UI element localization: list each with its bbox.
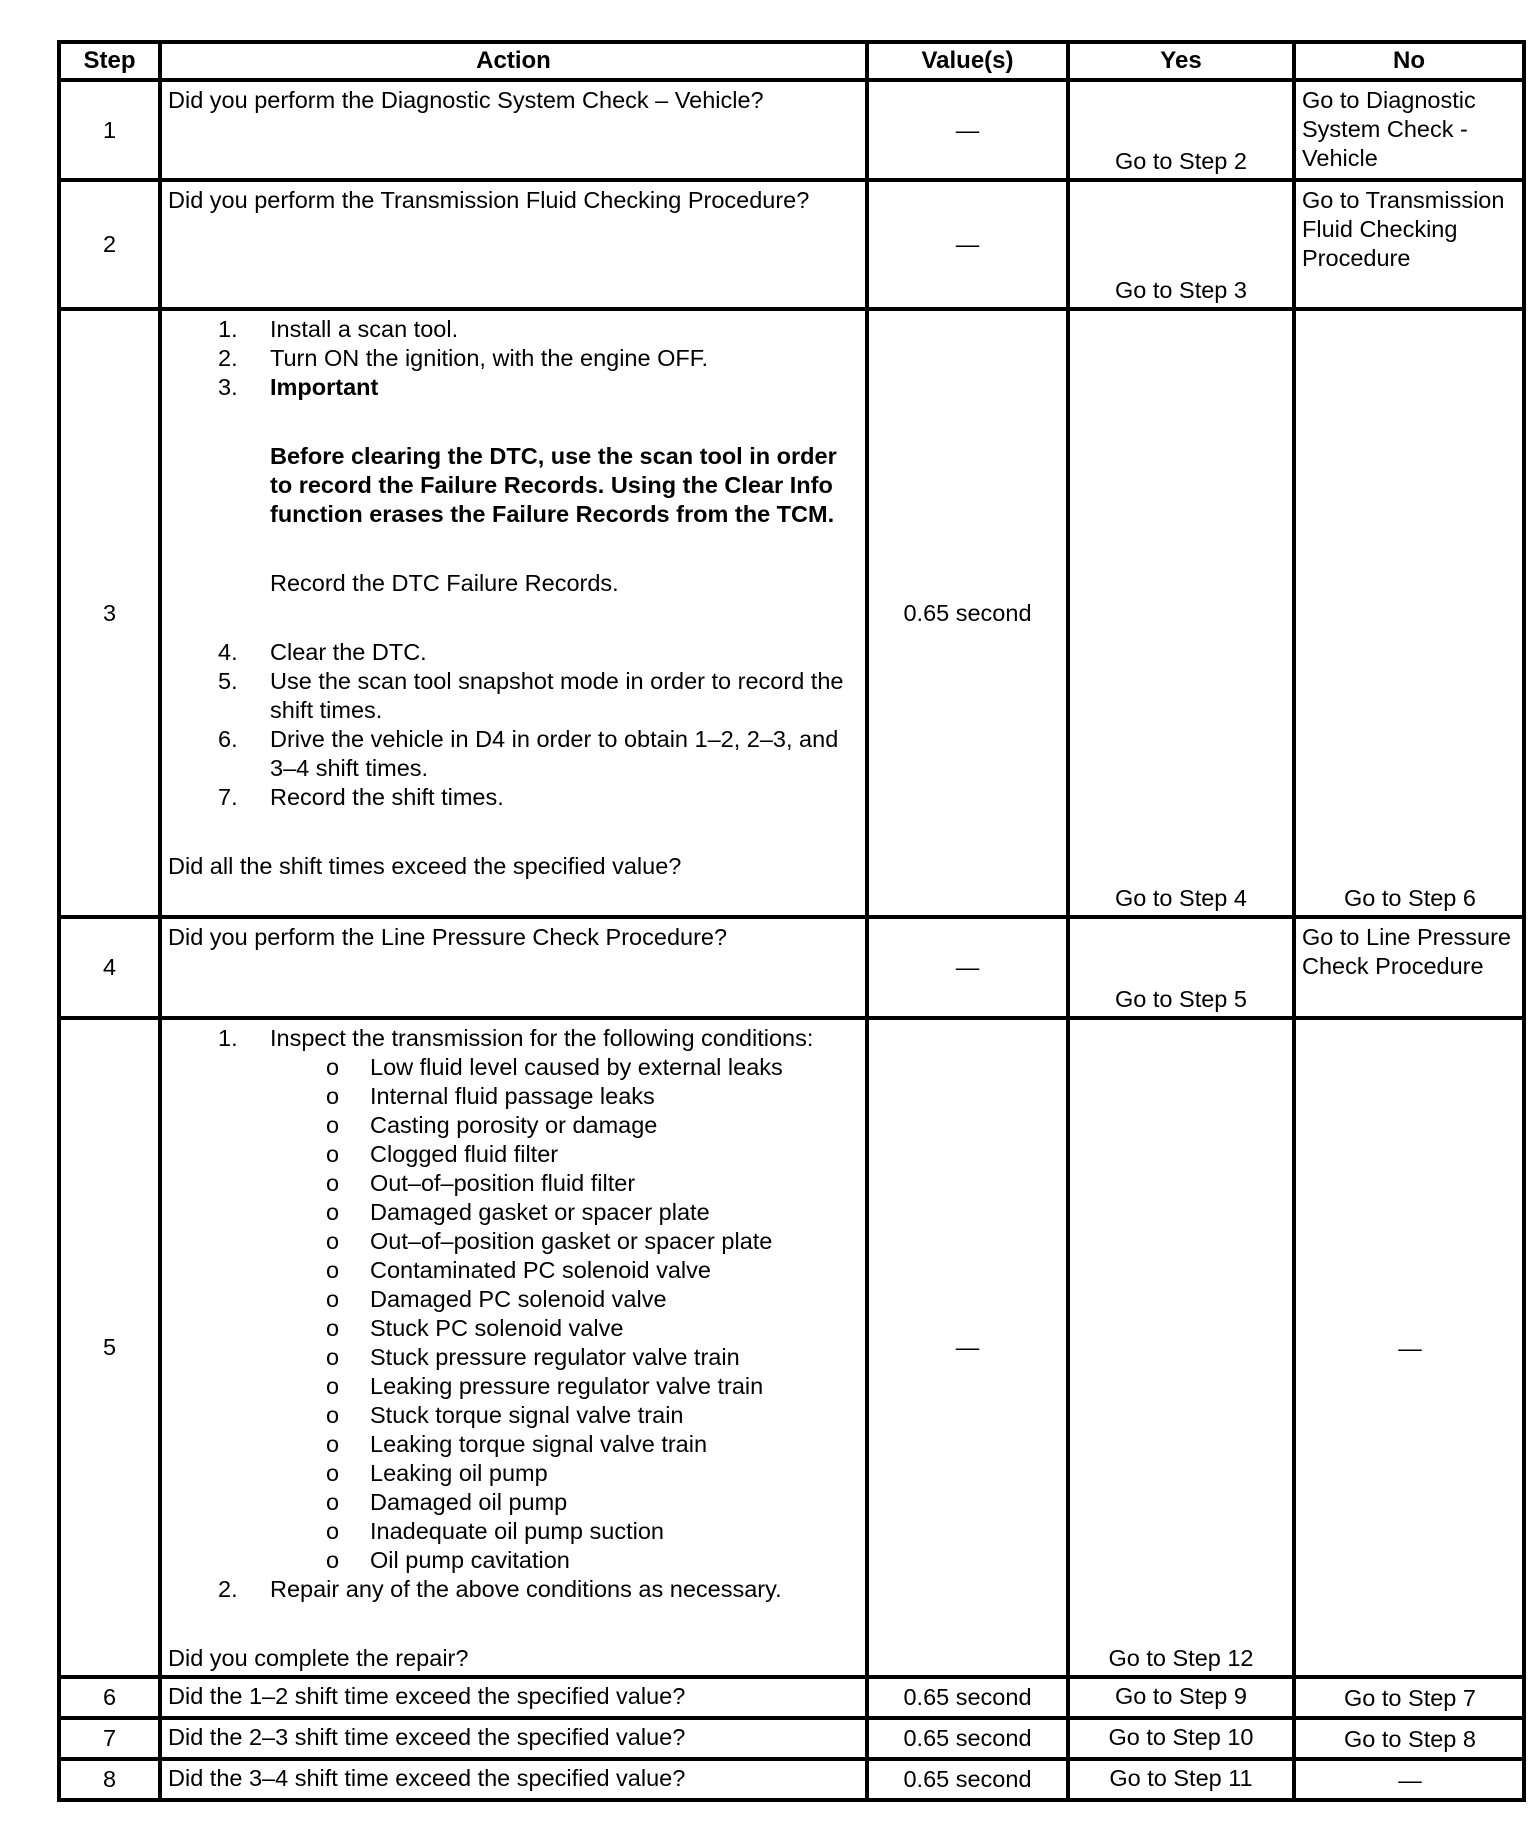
no-cell: Go to Step 7	[1294, 1677, 1524, 1718]
list-item	[168, 783, 859, 812]
list-item	[168, 315, 859, 344]
condition-item	[168, 1198, 859, 1227]
action-cell	[160, 1018, 867, 1677]
condition-item	[168, 1546, 859, 1575]
condition-text: Leaking torque signal valve train	[370, 1431, 708, 1457]
value-cell: —	[867, 917, 1068, 1018]
condition-text: Out–of–position gasket or spacer plate	[370, 1228, 773, 1254]
header-action: Action	[160, 42, 867, 80]
action-text: Did the 2–3 shift time exceed the specified value?	[160, 1718, 867, 1759]
bullet-icon: o	[326, 1228, 340, 1254]
procedure-list	[168, 315, 859, 402]
value-cell: 0.65 second	[867, 1759, 1068, 1800]
yes-cell: Go to Step 9	[1068, 1677, 1294, 1718]
header-no: No	[1294, 42, 1524, 80]
bullet-icon: o	[326, 1518, 340, 1544]
action-text: Did you perform the Line Pressure Check Procedure?	[160, 917, 867, 1018]
condition-text: Leaking pressure regulator valve train	[370, 1373, 764, 1399]
step-question: Did all the shift times exceed the specified value?	[168, 853, 682, 879]
table-row	[59, 917, 1524, 1018]
condition-item	[168, 1372, 859, 1401]
condition-item	[168, 1459, 859, 1488]
table-row	[59, 1677, 1524, 1718]
list-item	[168, 1575, 859, 1604]
important-heading: Important	[270, 374, 379, 400]
list-item	[168, 373, 859, 402]
condition-text: Out–of–position fluid filter	[370, 1170, 636, 1196]
condition-item	[168, 1227, 859, 1256]
bullet-icon: o	[326, 1141, 340, 1167]
condition-text: Damaged oil pump	[370, 1489, 568, 1515]
condition-item	[168, 1111, 859, 1140]
table-row	[59, 1759, 1524, 1800]
bullet-icon: o	[326, 1547, 340, 1573]
condition-text: Inadequate oil pump suction	[370, 1518, 664, 1544]
no-cell: —	[1294, 1759, 1524, 1800]
no-cell: Go to Transmission Fluid Checking Procedure	[1294, 180, 1524, 309]
diagnostic-table	[57, 40, 1526, 1802]
item-number: 4.	[218, 639, 238, 665]
value-cell: 0.65 second	[867, 309, 1068, 917]
item-text: Use the scan tool snapshot mode in order to record the shift times.	[270, 668, 844, 723]
condition-text: Low fluid level caused by external leaks	[370, 1054, 783, 1080]
condition-item	[168, 1140, 859, 1169]
step-number: 6	[59, 1677, 160, 1718]
header-row	[59, 42, 1524, 80]
bullet-icon: o	[326, 1373, 340, 1399]
procedure-list	[168, 1024, 859, 1053]
condition-text: Leaking oil pump	[370, 1460, 548, 1486]
condition-item	[168, 1430, 859, 1459]
step-number: 8	[59, 1759, 160, 1800]
yes-cell: Go to Step 4	[1068, 309, 1294, 917]
condition-item	[168, 1517, 859, 1546]
list-item	[168, 344, 859, 373]
table-row	[59, 1018, 1524, 1677]
bullet-icon: o	[326, 1286, 340, 1312]
table-row	[59, 309, 1524, 917]
step-number: 3	[59, 309, 160, 917]
list-item	[168, 638, 859, 667]
value-cell: 0.65 second	[867, 1718, 1068, 1759]
header-step: Step	[59, 42, 160, 80]
list-item	[168, 1024, 859, 1053]
value-cell: 0.65 second	[867, 1677, 1068, 1718]
yes-cell: Go to Step 12	[1068, 1018, 1294, 1677]
table-row	[59, 80, 1524, 180]
condition-text: Stuck pressure regulator valve train	[370, 1344, 740, 1370]
record-instruction: Record the DTC Failure Records.	[270, 570, 619, 596]
procedure-list	[168, 1575, 859, 1604]
bullet-icon: o	[326, 1199, 340, 1225]
bullet-icon: o	[326, 1489, 340, 1515]
item-text: Inspect the transmission for the following conditions:	[270, 1025, 814, 1051]
bullet-icon: o	[326, 1257, 340, 1283]
condition-item	[168, 1343, 859, 1372]
step-number: 4	[59, 917, 160, 1018]
condition-item	[168, 1256, 859, 1285]
item-text: Record the shift times.	[270, 784, 504, 810]
item-number: 7.	[218, 784, 238, 810]
step-number: 7	[59, 1718, 160, 1759]
table-row	[59, 1718, 1524, 1759]
bullet-icon: o	[326, 1112, 340, 1138]
condition-text: Damaged PC solenoid valve	[370, 1286, 667, 1312]
item-number: 1.	[218, 1025, 238, 1051]
bullet-icon: o	[326, 1431, 340, 1457]
no-cell: Go to Step 6	[1294, 309, 1524, 917]
step-number: 1	[59, 80, 160, 180]
condition-item	[168, 1285, 859, 1314]
condition-item	[168, 1082, 859, 1111]
list-item	[168, 667, 859, 725]
table-row	[59, 180, 1524, 309]
item-number: 1.	[218, 316, 238, 342]
header-yes: Yes	[1068, 42, 1294, 80]
important-note: Before clearing the DTC, use the scan tool in order to record the Failure Records. Using the Clear Info function erases the Failure Records from the TCM.	[270, 443, 837, 527]
yes-cell: Go to Step 11	[1068, 1759, 1294, 1800]
bullet-icon: o	[326, 1402, 340, 1428]
yes-cell: Go to Step 3	[1068, 180, 1294, 309]
item-number: 5.	[218, 668, 238, 694]
item-text: Turn ON the ignition, with the engine OFF.	[270, 345, 709, 371]
item-number: 2.	[218, 345, 238, 371]
condition-item	[168, 1169, 859, 1198]
bullet-icon: o	[326, 1344, 340, 1370]
step-question: Did you complete the repair?	[168, 1645, 469, 1671]
yes-cell: Go to Step 10	[1068, 1718, 1294, 1759]
no-cell: Go to Line Pressure Check Procedure	[1294, 917, 1524, 1018]
yes-cell: Go to Step 2	[1068, 80, 1294, 180]
list-item	[168, 725, 859, 783]
value-cell: —	[867, 80, 1068, 180]
condition-text: Damaged gasket or spacer plate	[370, 1199, 710, 1225]
yes-cell: Go to Step 5	[1068, 917, 1294, 1018]
item-text: Clear the DTC.	[270, 639, 427, 665]
no-cell: Go to Diagnostic System Check - Vehicle	[1294, 80, 1524, 180]
bullet-icon: o	[326, 1083, 340, 1109]
condition-item	[168, 1314, 859, 1343]
condition-text: Oil pump cavitation	[370, 1547, 570, 1573]
action-text: Did you perform the Diagnostic System Check – Vehicle?	[160, 80, 867, 180]
action-text: Did the 3–4 shift time exceed the specified value?	[160, 1759, 867, 1800]
bullet-icon: o	[326, 1315, 340, 1341]
item-number: 6.	[218, 726, 238, 752]
condition-text: Stuck PC solenoid valve	[370, 1315, 624, 1341]
conditions-list	[168, 1053, 859, 1575]
condition-item	[168, 1053, 859, 1082]
condition-item	[168, 1401, 859, 1430]
item-text: Repair any of the above conditions as necessary.	[270, 1576, 782, 1602]
condition-text: Clogged fluid filter	[370, 1141, 559, 1167]
item-text: Install a scan tool.	[270, 316, 459, 342]
item-number: 3.	[218, 374, 238, 400]
action-cell	[160, 309, 867, 917]
step-number: 2	[59, 180, 160, 309]
procedure-list	[168, 638, 859, 812]
value-cell: —	[867, 180, 1068, 309]
item-number: 2.	[218, 1576, 238, 1602]
condition-item	[168, 1488, 859, 1517]
condition-text: Casting porosity or damage	[370, 1112, 658, 1138]
bullet-icon: o	[326, 1460, 340, 1486]
no-cell: —	[1294, 1018, 1524, 1677]
step-number: 5	[59, 1018, 160, 1677]
condition-text: Contaminated PC solenoid valve	[370, 1257, 711, 1283]
condition-text: Stuck torque signal valve train	[370, 1402, 684, 1428]
action-text: Did the 1–2 shift time exceed the specified value?	[160, 1677, 867, 1718]
action-text: Did you perform the Transmission Fluid Checking Procedure?	[160, 180, 867, 309]
header-values: Value(s)	[867, 42, 1068, 80]
bullet-icon: o	[326, 1054, 340, 1080]
condition-text: Internal fluid passage leaks	[370, 1083, 655, 1109]
no-cell: Go to Step 8	[1294, 1718, 1524, 1759]
bullet-icon: o	[326, 1170, 340, 1196]
item-text: Drive the vehicle in D4 in order to obtain 1–2, 2–3, and 3–4 shift times.	[270, 726, 839, 781]
value-cell: —	[867, 1018, 1068, 1677]
